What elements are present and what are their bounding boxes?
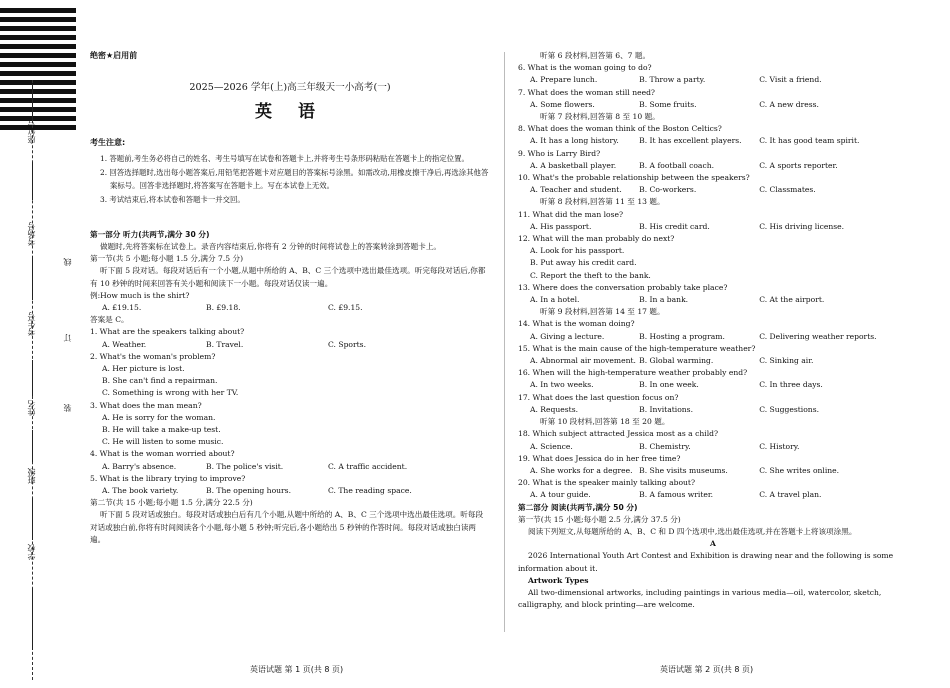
- page-1: [90, 50, 490, 546]
- candidate-number-label: 考生号: [27, 312, 36, 336]
- question-text: 2. What's the woman's problem?: [90, 351, 216, 361]
- options-row: [90, 485, 490, 497]
- question-text: 第一节(共 15 小题;每小题 2.5 分,满分 37.5 分): [518, 514, 681, 524]
- option: A. Look for his passport.: [530, 246, 625, 256]
- options-row: [518, 135, 908, 147]
- passage-label: A: [710, 539, 716, 549]
- options-row: [518, 441, 908, 453]
- option: A. Giving a lecture.: [530, 331, 605, 341]
- question-text: 19. What does Jessica do in her free time?: [518, 453, 681, 463]
- option: C. A sports reporter.: [759, 160, 838, 170]
- question-text: 1. What are the speakers talking about?: [90, 327, 245, 337]
- question-text: 16. When will the high-temperature weather probably end?: [518, 368, 748, 378]
- question-text: 14. What is the woman doing?: [518, 319, 635, 329]
- option: A. Weather.: [102, 339, 147, 349]
- option: B. £9.18.: [206, 303, 241, 313]
- part2-heading: 第二部分 阅读(共两节,满分 50 分): [518, 502, 638, 512]
- option: C. It has good team spirit.: [759, 136, 860, 146]
- option: C. Report the theft to the bank.: [530, 270, 651, 280]
- options-row: [518, 184, 908, 196]
- option: B. Chemistry.: [639, 441, 691, 451]
- notice-item: 3. 考试结束后,将本试卷和答题卡一并交回。: [100, 195, 245, 205]
- question-list: [90, 326, 490, 497]
- name-label: 姓名: [27, 400, 36, 416]
- option: A. His passport.: [530, 221, 592, 231]
- passage-subheading: Artwork Types: [528, 575, 589, 585]
- option: B. Hosting a program.: [639, 331, 725, 341]
- binding-fill-line: [32, 588, 33, 650]
- question-text: 5. What is the library trying to improve?: [90, 473, 246, 483]
- option: B. Put away his credit card.: [530, 258, 637, 268]
- option: B. She visits museums.: [639, 465, 728, 475]
- option: C. Visit a friend.: [759, 75, 822, 85]
- question-text: 6. What is the woman going to do?: [518, 63, 652, 73]
- option: A. She works for a degree.: [530, 465, 633, 475]
- options-row: [518, 331, 908, 343]
- part1-intro: 做题时,先将答案标在试卷上。录音内容结束后,你将有 2 分钟的时间将试卷上的答案转涂到答题卡上。: [100, 242, 442, 252]
- option: B. He will take a make-up test.: [102, 425, 221, 435]
- option: B. Some fruits.: [639, 99, 697, 109]
- option: A. Her picture is lost.: [102, 364, 185, 374]
- example-answer: 答案是 C。: [90, 315, 129, 325]
- options-row: [518, 404, 908, 416]
- question-text: 15. What is the main cause of the high-temperature weather?: [518, 343, 756, 353]
- page-2: [518, 50, 908, 611]
- option: B. A famous writer.: [639, 490, 714, 500]
- notice-item: 2. 回答选择题时,选出每小题答案后,用铅笔把答题卡对应题目的答案标号涂黑。如需改动,用橡皮擦干净后,再选涂其他答案标号。回答非选择题时,将答案写在答题卡上。写在本试卷上无效。: [100, 168, 489, 190]
- option: C. Sports.: [328, 339, 366, 349]
- question-text: 3. What does the man mean?: [90, 400, 202, 410]
- option: C. Classmates.: [759, 185, 816, 195]
- cut-line-label-line: 线: [63, 258, 72, 266]
- options-row: [518, 294, 908, 306]
- option: B. In one week.: [639, 380, 699, 390]
- paragraph: 2026 International Youth Art Contest and Exhibition is drawing near and the following is some information about it.: [518, 551, 894, 573]
- option: B. Co-workers.: [639, 185, 697, 195]
- section2-intro: 听下面 5 段对话或独白。每段对话或独白后有几个小题,从题中所给的 A、B、C 三个选项中选出最佳选项。听每段对话或独白前,你将有时间阅读各个小题,每小题 5 秒钟;听完后,各小题给出 5 秒钟的作答时间。每段对话或独白读两遍。: [90, 510, 484, 544]
- option: A. Requests.: [530, 404, 579, 414]
- option: B. It has excellent players.: [639, 136, 742, 146]
- option: A. Prepare lunch.: [530, 75, 598, 85]
- option: C. He will listen to some music.: [102, 437, 224, 447]
- option: C. A traffic accident.: [328, 461, 408, 471]
- seat-number-label: 座位号: [27, 120, 36, 144]
- option: C. In three days.: [759, 380, 823, 390]
- question-text: 8. What does the woman think of the Boston Celtics?: [518, 124, 722, 134]
- binding-margin: [0, 0, 90, 688]
- options-row: [518, 74, 908, 86]
- section1-intro: 听下面 5 段对话。每段对话后有一个小题,从题中所给的 A、B、C 三个选项中选出最佳选项。听完每段对话后,你都有 10 秒钟的时间来回答有关小题和阅读下一小题。每段对话仅读一遍。: [90, 266, 486, 288]
- option: A. A basketball player.: [530, 160, 617, 170]
- question-text: 7. What does the woman still need?: [518, 87, 655, 97]
- binding-fill-line: [32, 498, 33, 540]
- exam-title: 2025—2026 学年(上)高三年级天一小高考(一): [189, 82, 391, 94]
- notice-item: 1. 答题前,考生务必将自己的姓名、考生号填写在试卷和答题卡上,并将考生号条形码粘贴在答题卡上的指定位置。: [100, 153, 469, 163]
- option: B. In a bank.: [639, 295, 689, 305]
- material-note: 听第 7 段材料,回答第 8 至 10 题。: [540, 112, 660, 122]
- option: C. Something is wrong with her TV.: [102, 388, 239, 398]
- options-row: [518, 160, 908, 172]
- option: A. He is sorry for the woman.: [102, 412, 216, 422]
- confidential-mark: 绝密★启用前: [90, 51, 138, 60]
- binding-fill-line: [32, 256, 33, 300]
- option: C. £9.15.: [328, 303, 363, 313]
- subject-title: 英 语: [255, 102, 325, 123]
- question-text: 13. Where does the conversation probably take place?: [518, 282, 728, 292]
- exam-room-label: 考场号: [27, 222, 36, 246]
- options-row: [90, 339, 490, 351]
- question-text: 18. Which subject attracted Jessica most as a child?: [518, 429, 719, 439]
- option: C. History.: [759, 441, 800, 451]
- options-row: [518, 489, 908, 501]
- material-note: 听第 10 段材料,回答第 18 至 20 题。: [540, 417, 670, 427]
- option: A. A tour guide.: [530, 490, 591, 500]
- page-divider: [504, 52, 505, 632]
- cut-line-label-bind: 订: [63, 334, 72, 342]
- question-text: 10. What's the probable relationship between the speakers?: [518, 173, 750, 183]
- option: A. Abnormal air movement.: [530, 356, 636, 366]
- options-row: [518, 221, 908, 233]
- page-1-footer: 英语试题 第 1 页(共 8 页): [250, 665, 344, 674]
- option: B. The police's visit.: [206, 461, 284, 471]
- option: C. His driving license.: [759, 221, 845, 231]
- question-text: 12. What will the man probably do next?: [518, 234, 675, 244]
- option: B. She can't find a repairman.: [102, 376, 218, 386]
- question-text: 11. What did the man lose?: [518, 209, 624, 219]
- question-text: 17. What does the last question focus on?: [518, 392, 679, 402]
- page-2-footer: 英语试题 第 2 页(共 8 页): [660, 665, 754, 674]
- option: B. Throw a party.: [639, 75, 706, 85]
- option: C. Delivering weather reports.: [759, 331, 877, 341]
- option: B. The opening hours.: [206, 486, 291, 496]
- option: B. His credit card.: [639, 221, 710, 231]
- binding-fill-line: [32, 84, 33, 120]
- part1-heading: 第一部分 听力(共两节,满分 30 分): [90, 229, 210, 239]
- binding-fill-line: [32, 360, 33, 396]
- example-options: [90, 302, 490, 314]
- options-row: [518, 379, 908, 391]
- options-row: [90, 461, 490, 473]
- option: C. The reading space.: [328, 486, 412, 496]
- option: C. At the airport.: [759, 295, 825, 305]
- option: B. Global warming.: [639, 356, 714, 366]
- material-note: 听第 8 段材料,回答第 11 至 13 题。: [540, 197, 665, 207]
- option: B. A football coach.: [639, 160, 715, 170]
- option: A. Science.: [530, 441, 573, 451]
- option: B. Travel.: [206, 339, 244, 349]
- section1-heading: 第一节(共 5 小题;每小题 1.5 分,满分 7.5 分): [90, 254, 244, 264]
- option: C. Suggestions.: [759, 404, 820, 414]
- option: C. Sinking air.: [759, 356, 814, 366]
- options-row: [518, 465, 908, 477]
- paragraph: All two-dimensional artworks, including paintings in various media—oil, watercolor, sketch, calligraphy, and block printing—are welcome.: [518, 587, 882, 610]
- option: A. In a hotel.: [530, 295, 580, 305]
- option: B. Invitations.: [639, 404, 693, 414]
- option: C. She writes online.: [759, 465, 840, 475]
- option: A. In two weeks.: [530, 380, 594, 390]
- cut-line-label-pack: 装: [63, 404, 72, 412]
- binding-fill-line: [32, 162, 33, 200]
- options-row: [518, 99, 908, 111]
- material-note: 听第 6 段材料,回答第 6、7 题。: [540, 51, 651, 60]
- question-text: 4. What is the woman worried about?: [90, 449, 235, 459]
- material-note: 听第 9 段材料,回答第 14 至 17 题。: [540, 307, 665, 317]
- school-label: 学校: [27, 544, 36, 560]
- section2-heading: 第二节(共 15 小题;每小题 1.5 分,满分 22.5 分): [90, 498, 253, 508]
- notice-heading: 考生注意:: [90, 137, 126, 147]
- option: A. The book variety.: [102, 486, 179, 496]
- binding-fill-line: [32, 430, 33, 462]
- option: A. Barry's absence.: [102, 461, 177, 471]
- paragraph: 阅读下列短文,从每题所给的 A、B、C 和 D 四个选项中,选出最佳选项,并在答题卡上将该项涂黑。: [528, 526, 857, 536]
- option: C. A travel plan.: [759, 490, 822, 500]
- options-row: [518, 355, 908, 367]
- option: C. A new dress.: [759, 99, 819, 109]
- option: A. £19.15.: [102, 303, 142, 313]
- question-text: 20. What is the speaker mainly talking about?: [518, 478, 696, 488]
- example-question: 例:How much is the shirt?: [90, 290, 190, 300]
- option: A. Teacher and student.: [530, 185, 622, 195]
- question-text: 9. Who is Larry Bird?: [518, 148, 601, 158]
- option: A. Some flowers.: [530, 99, 595, 109]
- option: A. It has a long history.: [530, 136, 619, 146]
- class-label: 班级: [27, 468, 36, 484]
